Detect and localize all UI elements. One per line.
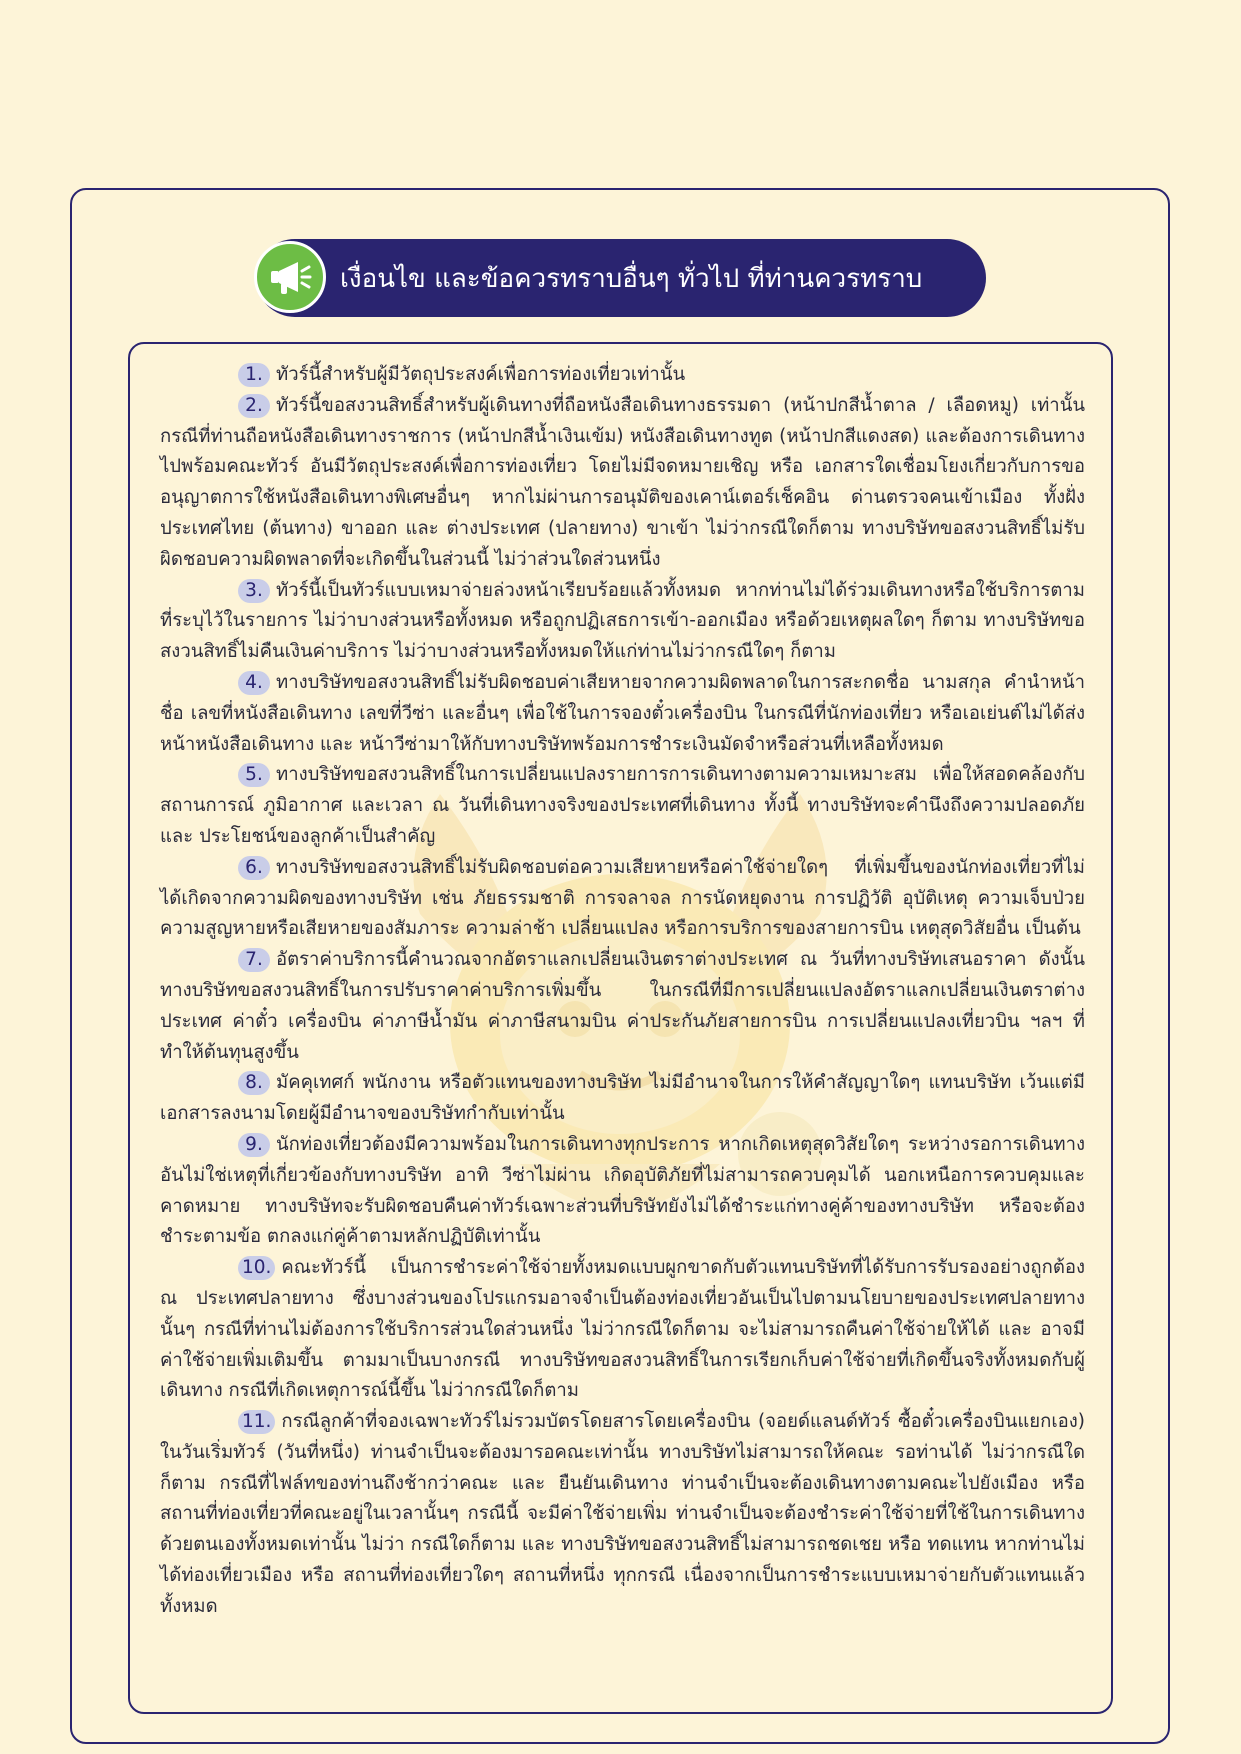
term-text: ทัวร์นี้เป็นทัวร์แบบเหมาจ่ายล่วงหน้าเรียบร้อยแล้วทั้งหมด หากท่านไม่ได้ร่วมเดินทางหรือใช้บริการตามที่ระบุไว้ในรายการ ไม่ว่าบางส่วนหรือทั้งหมด หรือถูกปฏิเสธการเข้า-ออกเมือง หรือด้วยเหตุผลใดๆ ก็ตาม ทางบริษัทขอสงวนสิทธิ์ไม่คืนเงินค่าบริการ ไม่ว่าบางส่วนหรือทั้งหมดให้แก่ท่านไม่ว่ากรณีใดๆ ก็ตาม bbox=[160, 579, 1085, 663]
term-text: มัคคุเทศก์ พนักงาน หรือตัวแทนของทางบริษัท ไม่มีอำนาจในการให้คำสัญญาใดๆ แทนบริษัท เว้นแต่มีเอกสารลงนามโดยผู้มีอำนาจของบริษัทกำกับเท่านั้น bbox=[160, 1072, 1085, 1125]
terms-list bbox=[160, 360, 1085, 1623]
term-text: นักท่องเที่ยวต้องมีความพร้อมในการเดินทางทุกประการ หากเกิดเหตุสุดวิสัยใดๆ ระหว่างรอการเดินทาง อันไม่ใช่เหตุที่เกี่ยวข้องกับทางบริษัท อาทิ วีซ่าไม่ผ่าน เกิดอุบัติภัยที่ไม่สามารถควบคุมได้ นอกเหนือการควบคุมและคาดหมาย ทางบริษัทจะรับผิดชอบคืนค่าทัวร์เฉพาะส่วนที่บริษัทยังไม่ได้ชำระแก่ทางคู่ค้าของทางบริษัท หรือจะต้องชำระตามข้อ ตกลงแก่คู่ค้าตามหลักปฏิบัติเท่านั้น bbox=[160, 1133, 1085, 1248]
term-number: 8. bbox=[238, 1071, 270, 1095]
term-number: 2. bbox=[238, 394, 270, 418]
term-text: ทางบริษัทขอสงวนสิทธิ์ในการเปลี่ยนแปลงรายการการเดินทางตามความเหมาะสม เพื่อให้สอดคล้องกับ สถานการณ์ ภูมิอากาศ และเวลา ณ วันที่เดินทางจริงของประเทศที่เดินทาง ทั้งนี้ ทางบริษัทจะคำนึงถึงความปลอดภัย และ ประโยชน์ของลูกค้าเป็นสำคัญ bbox=[160, 764, 1085, 847]
title-banner bbox=[256, 239, 986, 317]
term-item bbox=[160, 668, 1085, 760]
term-item bbox=[160, 1253, 1085, 1407]
term-text: อัตราค่าบริการนี้คำนวณจากอัตราแลกเปลี่ยนเงินตราต่างประเทศ ณ วันที่ทางบริษัทเสนอราคา ดังนั้น ทางบริษัทขอสงวนสิทธิ์ในการปรับราคาค่าบริการเพิ่มขึ้น ในกรณีที่มีการเปลี่ยนแปลงอัตราแลกเปลี่ยนเงินตราต่างประเทศ ค่าตั๋ว เครื่องบิน ค่าภาษีน้ำมัน ค่าภาษีสนามบิน ค่าประกันภัยสายการบิน การเปลี่ยนแปลงเที่ยวบิน ฯลฯ ที่ทำให้ต้นทุนสูงขึ้น bbox=[160, 949, 1085, 1063]
megaphone-icon bbox=[254, 241, 326, 313]
term-item bbox=[160, 1130, 1085, 1253]
term-number: 7. bbox=[238, 948, 270, 972]
term-text: ทางบริษัทขอสงวนสิทธิ์ไม่รับผิดชอบต่อความเสียหายหรือค่าใช้จ่ายใดๆ ที่เพิ่มขึ้นของนักท่องเที่ยวที่ไม่ได้เกิดจากความผิดของทางบริษัท เช่น ภัยธรรมชาติ การจลาจล การนัดหยุดงาน การปฏิวัติ อุบัติเหตุ ความเจ็บป่วย ความสูญหายหรือเสียหายของสัมภาระ ความล่าช้า เปลี่ยนแปลง หรือการบริการของสายการบิน เหตุสุดวิสัยอื่น เป็นต้น bbox=[160, 856, 1085, 940]
term-item bbox=[160, 391, 1085, 576]
term-number: 9. bbox=[238, 1133, 270, 1157]
page-title: เงื่อนไข และข้อควรทราบอื่นๆ ทั่วไป ที่ท่านควรทราบ bbox=[340, 263, 923, 294]
term-text: ทัวร์นี้ขอสงวนสิทธิ์สำหรับผู้เดินทางที่ถือหนังสือเดินทางธรรมดา (หน้าปกสีน้ำตาล / เลือดหมู) เท่านั้น กรณีที่ท่านถือหนังสือเดินทางราชการ (หน้าปกสีน้ำเงินเข้ม) หนังสือเดินทางทูต (หน้าปกสีแดงสด) และต้องการเดินทางไปพร้อมคณะทัวร์ อันมีวัตถุประสงค์เพื่อการท่องเที่ยว โดยไม่มีจดหมายเชิญ หรือ เอกสารใดเชื่อมโยงเกี่ยวกับการขออนุญาตการใช้หนังสือเดินทางพิเศษอื่นๆ หากไม่ผ่านการอนุมัติของเคาน์เตอร์เช็คอิน ด่านตรวจคนเข้าเมือง ทั้งฝั่งประเทศไทย (ต้นทาง) ขาออก และ ต่างประเทศ (ปลายทาง) ขาเข้า ไม่ว่ากรณีใดก็ตาม ทางบริษัทขอสงวนสิทธิ์ไม่รับผิดชอบความผิดพลาดที่จะเกิดขึ้นในส่วนนี้ ไม่ว่าส่วนใดส่วนหนึ่ง bbox=[160, 394, 1085, 570]
term-number: 1. bbox=[238, 363, 270, 387]
term-text: กรณีลูกค้าที่จองเฉพาะทัวร์ไม่รวมบัตรโดยสารโดยเครื่องบิน (จอยด์แลนด์ทัวร์ ซื้อตั๋วเครื่องบินแยกเอง) ในวันเริ่มทัวร์ (วันที่หนึ่ง) ท่านจำเป็นจะต้องมารอคณะเท่านั้น ทางบริษัทไม่สามารถให้คณะ รอท่านได้ ไม่ว่ากรณีใดก็ตาม กรณีที่ไฟล์ทของท่านถึงช้ากว่าคณะ และ ยืนยันเดินทาง ท่านจำเป็นจะต้องเดินทางตามคณะไปยังเมือง หรือ สถานที่ท่องเที่ยวที่คณะอยู่ในเวลานั้นๆ กรณีนี้ จะมีค่าใช้จ่ายเพิ่ม ท่านจำเป็นจะต้องชำระค่าใช้จ่ายที่ใช้ในการเดินทางด้วยตนเองทั้งหมดเท่านั้น ไม่ว่า กรณีใดก็ตาม และ ทางบริษัทขอสงวนสิทธิ์ไม่สามารถชดเชย หรือ ทดแทน หากท่านไม่ได้ท่องเที่ยวเมือง หรือ สถานที่ท่องเที่ยวใดๆ สถานที่หนึ่ง ทุกกรณี เนื่องจากเป็นการชำระแบบเหมาจ่ายกับตัวแทนแล้วทั้งหมด bbox=[160, 1411, 1085, 1617]
term-text: ทางบริษัทขอสงวนสิทธิ์ไม่รับผิดชอบค่าเสียหายจากความผิดพลาดในการสะกดชื่อ นามสกุล คำนำหน้าชื่อ เลขที่หนังสือเดินทาง เลขที่วีซ่า และอื่นๆ เพื่อใช้ในการจองตั๋วเครื่องบิน ในกรณีที่นักท่องเที่ยว หรือเอเย่นต์ไม่ได้ส่งหน้าหนังสือเดินทาง และ หน้าวีซ่ามาให้กับทางบริษัทพร้อมการชำระเงินมัดจำหรือส่วนที่เหลือทั้งหมด bbox=[160, 671, 1085, 755]
term-number: 4. bbox=[238, 671, 270, 695]
term-number: 11. bbox=[238, 1410, 275, 1434]
term-item bbox=[160, 853, 1085, 945]
term-item bbox=[160, 1407, 1085, 1623]
term-item bbox=[160, 576, 1085, 668]
term-item bbox=[160, 760, 1085, 852]
term-item bbox=[160, 945, 1085, 1068]
term-text: ทัวร์นี้สำหรับผู้มีวัตถุประสงค์เพื่อการท่องเที่ยวเท่านั้น bbox=[276, 364, 686, 385]
term-item bbox=[160, 1068, 1085, 1130]
term-item bbox=[160, 360, 1085, 391]
term-number: 3. bbox=[238, 579, 270, 603]
term-number: 10. bbox=[238, 1256, 275, 1280]
terms-content-frame bbox=[128, 342, 1113, 1714]
megaphone-icon-graphic bbox=[268, 257, 312, 297]
term-text: คณะทัวร์นี้ เป็นการชำระค่าใช้จ่ายทั้งหมดแบบผูกขาดกับตัวแทนบริษัทที่ได้รับการรับรองอย่างถูกต้อง ณ ประเทศปลายทาง ซึ่งบางส่วนของโปรแกรมอาจจำเป็นต้องท่องเที่ยวอันเป็นไปตามนโยบายของประเทศปลายทางนั้นๆ กรณีที่ท่านไม่ต้องการใช้บริการส่วนใดส่วนหนึ่ง ไม่ว่ากรณีใดก็ตาม จะไม่สามารถคืนค่าใช้จ่ายให้ได้ และ อาจมีค่าใช้จ่ายเพิ่มเติมขึ้น ตามมาเป็นบางกรณี ทางบริษัทขอสงวนสิทธิ์ในการเรียกเก็บค่าใช้จ่ายที่เกิดขึ้นจริงทั้งหมดกับผู้เดินทาง กรณีที่เกิดเหตุการณ์นี้ขึ้น ไม่ว่ากรณีใดก็ตาม bbox=[160, 1257, 1085, 1402]
term-number: 5. bbox=[238, 763, 270, 787]
term-number: 6. bbox=[238, 856, 270, 880]
